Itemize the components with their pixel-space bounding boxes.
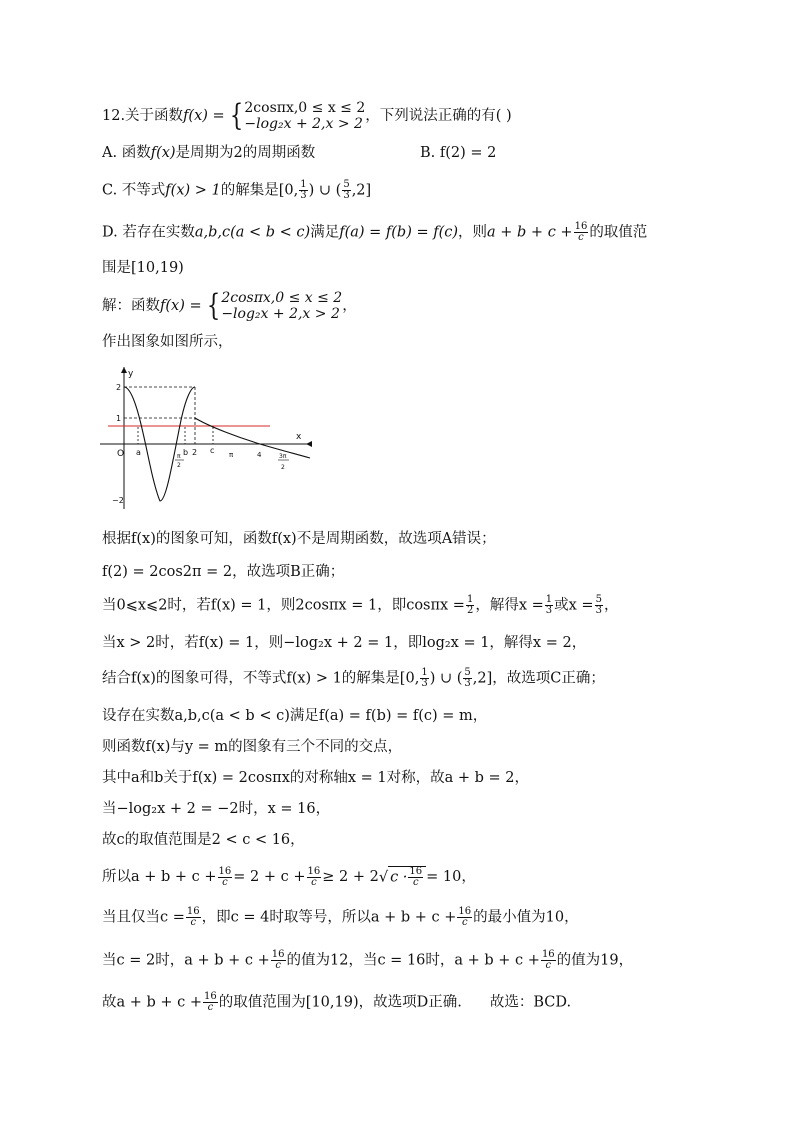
sol-text-11c: ≥ 2 + 2 bbox=[322, 869, 379, 885]
fraction bbox=[595, 595, 603, 616]
radical-sign-icon: √ bbox=[378, 869, 389, 886]
fraction bbox=[307, 867, 322, 888]
sol-line-1 bbox=[102, 529, 496, 549]
sol-line-12 bbox=[102, 907, 579, 928]
sol-text-5c: ,2]，故选项C正确； bbox=[472, 670, 605, 687]
opt-c-mid: 的解集是[0, bbox=[220, 182, 299, 199]
opt-a-prefix: A. 函数 bbox=[102, 145, 151, 161]
numerator: 16 bbox=[458, 906, 472, 917]
sol-text-14a: 故a + b + c + bbox=[102, 994, 203, 1011]
sol-text-12c: 的最小值为10， bbox=[473, 909, 579, 926]
case-2: −log₂x + 2,x > 2 bbox=[221, 306, 340, 322]
x-axis-arrow-icon bbox=[306, 441, 312, 447]
x-tick-b: b bbox=[183, 448, 189, 457]
denominator: 3 bbox=[464, 678, 471, 689]
y-tick-2: 2 bbox=[116, 383, 122, 392]
numerator: 16 bbox=[204, 991, 217, 1002]
solution-draw-line bbox=[102, 332, 233, 352]
numerator: 5 bbox=[595, 594, 602, 605]
sol-line-13 bbox=[102, 950, 633, 971]
brace-symbol: { bbox=[230, 98, 244, 133]
sol-line-6 bbox=[102, 706, 487, 726]
fraction bbox=[463, 668, 471, 689]
sol-text-11d: = 10， bbox=[426, 869, 476, 885]
opt-a-fx: f(x) bbox=[150, 145, 176, 161]
x-tick-pi: π bbox=[229, 451, 234, 459]
option-d-line2 bbox=[102, 258, 184, 278]
denominator: c bbox=[275, 960, 281, 971]
stem-prefix: 12.关于函数 bbox=[102, 108, 184, 124]
opt-d-then: ，则 bbox=[458, 224, 488, 241]
denominator: c bbox=[412, 877, 419, 888]
y-axis-arrow-icon bbox=[121, 367, 127, 373]
sol-text-10: 故c的取值范围是2 < c < 16， bbox=[102, 832, 305, 848]
piecewise-cases bbox=[221, 290, 342, 322]
stem-func: f(x) = bbox=[183, 108, 225, 124]
sol-line-2 bbox=[102, 562, 344, 582]
solution-intro bbox=[102, 290, 357, 322]
sol-text-5b: ) ∪ ( bbox=[429, 670, 463, 687]
sol-draw: 作出图象如图所示， bbox=[102, 334, 233, 350]
option-a bbox=[102, 143, 315, 163]
y-tick-1: 1 bbox=[116, 414, 122, 423]
sol-text-11b: = 2 + c + bbox=[233, 869, 306, 885]
x-tick-4: 4 bbox=[257, 451, 262, 459]
opt-c-prefix: C. 不等式 bbox=[102, 182, 166, 199]
numerator: 16 bbox=[409, 866, 423, 877]
stem-suffix: ，下列说法正确的有( ) bbox=[365, 108, 512, 124]
radicand-text: c · bbox=[390, 869, 408, 886]
sol-text-5a: 结合f(x)的图象可得，不等式f(x) > 1的解集是[0, bbox=[102, 670, 420, 687]
fraction bbox=[545, 595, 553, 616]
opt-d-mid: 满足 bbox=[310, 224, 340, 241]
option-d bbox=[102, 222, 647, 243]
y-tick-neg2: −2 bbox=[112, 496, 124, 505]
fraction bbox=[466, 595, 474, 616]
fraction bbox=[218, 867, 233, 888]
case-1: 2cosπx,0 ≤ x ≤ 2 bbox=[244, 100, 366, 116]
denominator: 3 bbox=[545, 605, 553, 616]
fraction bbox=[457, 907, 472, 928]
sol-text-13b: 的值为12，当c = 16时，a + b + c + bbox=[286, 952, 540, 969]
numerator: 5 bbox=[464, 667, 471, 678]
fraction bbox=[203, 992, 218, 1013]
sol-func: f(x) = bbox=[160, 298, 202, 314]
question-stem bbox=[102, 100, 512, 132]
opt-d-eq: f(a) = f(b) = f(c) bbox=[339, 224, 459, 241]
opt-b-text: B. f(2) = 2 bbox=[420, 145, 497, 161]
x-tick-pi-half-num: π bbox=[177, 453, 181, 460]
denominator: c bbox=[545, 960, 552, 971]
denominator: c bbox=[311, 876, 317, 888]
numerator: 16 bbox=[271, 949, 285, 960]
opt-d-line2-text: 围是[10,19) bbox=[102, 260, 184, 276]
sol-line-4 bbox=[102, 633, 586, 653]
numerator: 1 bbox=[466, 594, 474, 605]
sol-text-3a: 当0⩽x⩽2时，若f(x) = 1，则2cosπx = 1，即cosπx = bbox=[102, 597, 465, 614]
fraction bbox=[408, 867, 423, 888]
opt-c-union: ) ∪ ( bbox=[308, 182, 342, 199]
sol-line-5 bbox=[102, 668, 605, 689]
numerator: 5 bbox=[343, 179, 350, 190]
fraction bbox=[342, 180, 350, 201]
denominator: 3 bbox=[343, 190, 350, 201]
sol-text-3d: ， bbox=[603, 597, 619, 614]
piecewise-cases bbox=[244, 100, 365, 132]
origin-label: O bbox=[117, 449, 125, 459]
sol-line-14 bbox=[102, 992, 571, 1013]
opt-c-ineq: f(x) > 1 bbox=[165, 182, 221, 199]
x-tick-c: c bbox=[210, 446, 215, 455]
case-2: −log₂x + 2,x > 2 bbox=[244, 116, 363, 132]
option-b bbox=[420, 143, 496, 163]
sol-text-3c: 或x = bbox=[554, 597, 594, 614]
sol-intro-end: ， bbox=[342, 298, 357, 314]
numerator: 16 bbox=[574, 221, 588, 232]
y-axis-label: y bbox=[128, 369, 134, 379]
denominator: c bbox=[578, 232, 584, 243]
opt-a-suffix: 是周期为2的周期函数 bbox=[175, 145, 316, 161]
denominator: c bbox=[207, 1002, 214, 1013]
radicand bbox=[388, 866, 426, 888]
sol-text-7: 则函数f(x)与y = m的图象有三个不同的交点， bbox=[102, 739, 403, 755]
sol-text-13c: 的值为19， bbox=[556, 952, 634, 969]
fraction bbox=[574, 222, 589, 243]
sol-text-11a: 所以a + b + c + bbox=[102, 869, 217, 885]
case-1: 2cosπx,0 ≤ x ≤ 2 bbox=[221, 290, 343, 306]
opt-d-prefix: D. 若存在实数 bbox=[102, 224, 195, 241]
denominator: c bbox=[222, 876, 228, 888]
numerator: 1 bbox=[545, 594, 553, 605]
numerator: 1 bbox=[421, 667, 428, 678]
numerator: 16 bbox=[186, 906, 200, 917]
sol-text-4: 当x > 2时，若f(x) = 1，则−log₂x + 2 = 1，即log₂x = 1，解得x = 2， bbox=[102, 635, 587, 651]
function-graph bbox=[100, 365, 315, 513]
numerator: 16 bbox=[541, 949, 555, 960]
sol-text-14b: 的取值范围为[10,19)，故选项D正确. bbox=[218, 994, 462, 1011]
opt-c-end: ,2] bbox=[351, 182, 372, 199]
sol-text-6: 设存在实数a,b,c(a < b < c)满足f(a) = f(b) = f(c) = m， bbox=[102, 708, 488, 724]
square-root bbox=[379, 866, 426, 888]
sol-text-12a: 当且仅当c = bbox=[102, 909, 185, 926]
sol-text-9: 当−log₂x + 2 = −2时，x = 16， bbox=[102, 801, 331, 817]
sol-text-13a: 当c = 2时，a + b + c + bbox=[102, 952, 270, 969]
opt-d-tail: 的取值范 bbox=[589, 224, 648, 241]
denominator: 3 bbox=[595, 605, 602, 616]
x-tick-a: a bbox=[136, 448, 141, 457]
fraction bbox=[420, 668, 428, 689]
denominator: 2 bbox=[466, 605, 474, 616]
sol-line-10 bbox=[102, 830, 305, 850]
denominator: c bbox=[461, 917, 468, 928]
numerator: 16 bbox=[307, 865, 321, 877]
numerator: 1 bbox=[300, 179, 307, 190]
final-answer: 故选：BCD. bbox=[489, 994, 572, 1011]
sol-text-12b: ，即c = 4时取等号，所以a + b + c + bbox=[201, 909, 457, 926]
sol-line-11 bbox=[102, 866, 476, 888]
sol-line-3 bbox=[102, 595, 618, 616]
sol-line-9 bbox=[102, 799, 330, 819]
denominator: 3 bbox=[300, 190, 307, 201]
sol-intro: 解：函数 bbox=[102, 298, 160, 314]
sol-text-8: 其中a和b关于f(x) = 2cosπx的对称轴x = 1对称，故a + b = 2， bbox=[102, 770, 530, 786]
x-tick-3pi-half-num: 3π bbox=[279, 453, 287, 460]
fraction bbox=[541, 950, 556, 971]
opt-d-expr: a + b + c + bbox=[487, 224, 573, 241]
option-c bbox=[102, 180, 371, 201]
x-tick-2: 2 bbox=[192, 448, 198, 457]
denominator: 3 bbox=[421, 678, 428, 689]
opt-d-vars: a,b,c(a < b < c) bbox=[194, 224, 311, 241]
denominator: c bbox=[190, 917, 197, 928]
fraction bbox=[299, 180, 307, 201]
brace-symbol: { bbox=[207, 288, 221, 323]
x-axis-label: x bbox=[296, 432, 302, 442]
sol-text-1: 根据f(x)的图象可知，函数f(x)不是周期函数，故选项A错误； bbox=[102, 531, 496, 547]
sol-line-7 bbox=[102, 737, 402, 757]
numerator: 16 bbox=[218, 865, 232, 877]
x-tick-3pi-half-den: 2 bbox=[281, 464, 285, 471]
sol-text-3b: ，解得x = bbox=[475, 597, 544, 614]
fraction bbox=[186, 907, 201, 928]
x-tick-pi-half-den: 2 bbox=[177, 462, 181, 469]
sol-text-2: f(2) = 2cos2π = 2，故选项B正确； bbox=[102, 564, 345, 580]
sol-line-8 bbox=[102, 768, 529, 788]
fraction bbox=[271, 950, 286, 971]
